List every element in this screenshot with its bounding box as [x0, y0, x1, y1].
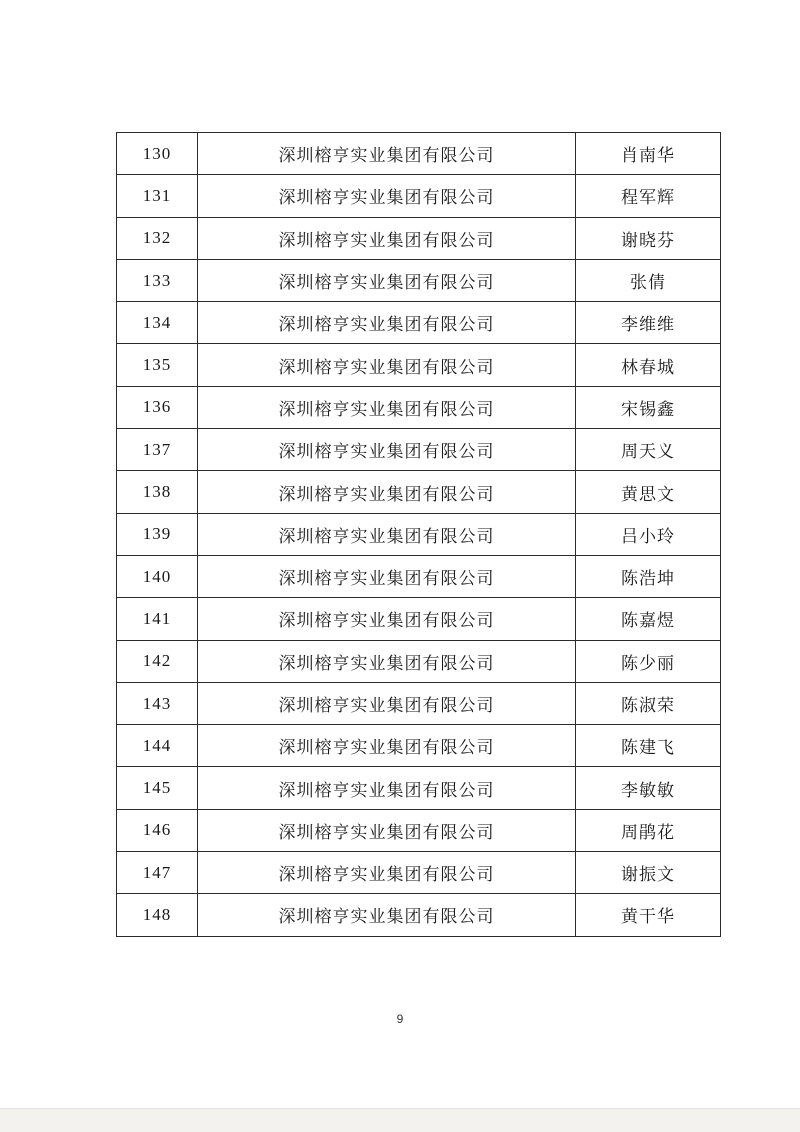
- person-name-cell: 陈嘉煜: [576, 598, 721, 640]
- table-row: [117, 429, 721, 471]
- company-cell: 深圳榕亨实业集团有限公司: [198, 640, 576, 682]
- person-name-cell: 谢振文: [576, 852, 721, 894]
- row-number-cell: 131: [117, 175, 198, 217]
- page-number: 9: [396, 1012, 404, 1026]
- person-name-cell: 程军辉: [576, 175, 721, 217]
- table-row: [117, 809, 721, 851]
- company-cell: 深圳榕亨实业集团有限公司: [198, 894, 576, 936]
- person-name-cell: 李敏敏: [576, 767, 721, 809]
- company-cell: 深圳榕亨实业集团有限公司: [198, 809, 576, 851]
- row-number-cell: 146: [117, 809, 198, 851]
- row-number-cell: 139: [117, 513, 198, 555]
- row-number-cell: 133: [117, 259, 198, 301]
- table-row: [117, 640, 721, 682]
- person-name-cell: 黄思文: [576, 471, 721, 513]
- table-row: [117, 175, 721, 217]
- person-name-cell: 周天义: [576, 429, 721, 471]
- row-number-cell: 142: [117, 640, 198, 682]
- company-cell: 深圳榕亨实业集团有限公司: [198, 682, 576, 724]
- row-number-cell: 147: [117, 852, 198, 894]
- person-name-cell: 陈淑荣: [576, 682, 721, 724]
- table-row: [117, 259, 721, 301]
- scan-edge-band: [0, 1108, 800, 1132]
- row-number-cell: 134: [117, 302, 198, 344]
- row-number-cell: 141: [117, 598, 198, 640]
- table-row: [117, 513, 721, 555]
- table-row: [117, 133, 721, 175]
- person-name-cell: 宋锡鑫: [576, 386, 721, 428]
- table-row: [117, 852, 721, 894]
- row-number-cell: 130: [117, 133, 198, 175]
- table-row: [117, 682, 721, 724]
- row-number-cell: 135: [117, 344, 198, 386]
- row-number-cell: 138: [117, 471, 198, 513]
- table-row: [117, 471, 721, 513]
- table-row: [117, 217, 721, 259]
- row-number-cell: 145: [117, 767, 198, 809]
- company-cell: 深圳榕亨实业集团有限公司: [198, 725, 576, 767]
- company-cell: 深圳榕亨实业集团有限公司: [198, 217, 576, 259]
- company-cell: 深圳榕亨实业集团有限公司: [198, 767, 576, 809]
- company-cell: 深圳榕亨实业集团有限公司: [198, 259, 576, 301]
- company-cell: 深圳榕亨实业集团有限公司: [198, 302, 576, 344]
- company-cell: 深圳榕亨实业集团有限公司: [198, 555, 576, 597]
- row-number-cell: 132: [117, 217, 198, 259]
- row-number-cell: 144: [117, 725, 198, 767]
- person-name-cell: 周鹃花: [576, 809, 721, 851]
- table-row: [117, 386, 721, 428]
- roster-table: [116, 132, 721, 937]
- company-cell: 深圳榕亨实业集团有限公司: [198, 852, 576, 894]
- company-cell: 深圳榕亨实业集团有限公司: [198, 471, 576, 513]
- table-row: [117, 894, 721, 936]
- person-name-cell: 黄干华: [576, 894, 721, 936]
- table-row: [117, 767, 721, 809]
- company-cell: 深圳榕亨实业集团有限公司: [198, 344, 576, 386]
- company-cell: 深圳榕亨实业集团有限公司: [198, 133, 576, 175]
- company-cell: 深圳榕亨实业集团有限公司: [198, 175, 576, 217]
- person-name-cell: 肖南华: [576, 133, 721, 175]
- table-row: [117, 555, 721, 597]
- table-row: [117, 598, 721, 640]
- table-row: [117, 725, 721, 767]
- person-name-cell: 林春城: [576, 344, 721, 386]
- row-number-cell: 143: [117, 682, 198, 724]
- person-name-cell: 陈浩坤: [576, 555, 721, 597]
- row-number-cell: 137: [117, 429, 198, 471]
- person-name-cell: 张倩: [576, 259, 721, 301]
- person-name-cell: 谢晓芬: [576, 217, 721, 259]
- person-name-cell: 吕小玲: [576, 513, 721, 555]
- person-name-cell: 陈少丽: [576, 640, 721, 682]
- table-row: [117, 344, 721, 386]
- row-number-cell: 140: [117, 555, 198, 597]
- person-name-cell: 陈建飞: [576, 725, 721, 767]
- roster-table-body: [117, 133, 721, 937]
- company-cell: 深圳榕亨实业集团有限公司: [198, 513, 576, 555]
- row-number-cell: 148: [117, 894, 198, 936]
- person-name-cell: 李维维: [576, 302, 721, 344]
- company-cell: 深圳榕亨实业集团有限公司: [198, 429, 576, 471]
- row-number-cell: 136: [117, 386, 198, 428]
- company-cell: 深圳榕亨实业集团有限公司: [198, 386, 576, 428]
- company-cell: 深圳榕亨实业集团有限公司: [198, 598, 576, 640]
- table-row: [117, 302, 721, 344]
